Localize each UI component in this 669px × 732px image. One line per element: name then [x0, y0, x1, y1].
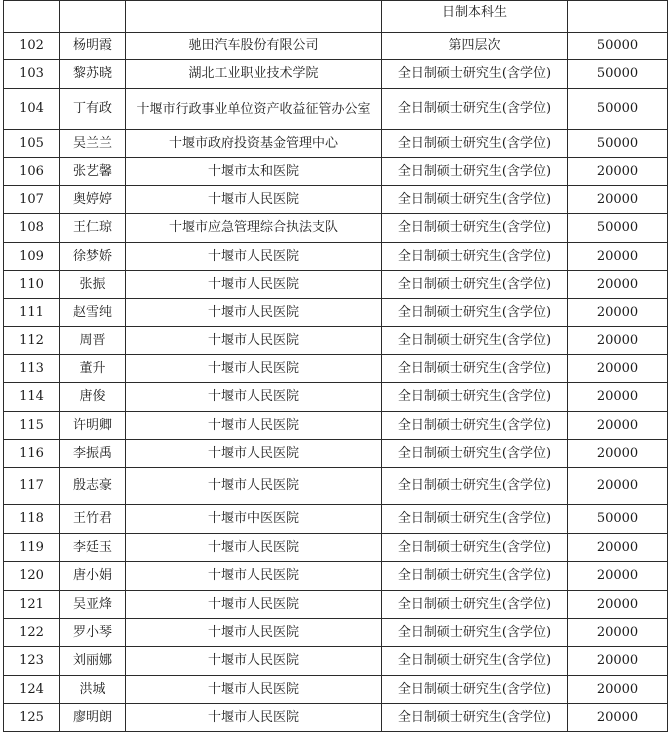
row-amount-cell: 20000: [568, 562, 668, 591]
row-number-cell: 110: [4, 271, 60, 299]
row-amount-cell: 20000: [568, 676, 668, 704]
row-amount-cell: 20000: [568, 534, 668, 562]
table-row: [4, 299, 668, 327]
row-amount-cell: 20000: [568, 468, 668, 505]
row-number-cell: 105: [4, 130, 60, 158]
table-row: [4, 647, 668, 676]
row-name-cell: 张振: [60, 271, 126, 299]
row-unit-cell: 十堰市人民医院: [126, 647, 382, 676]
row-level-cell: 全日制硕士研究生(含学位): [382, 704, 568, 732]
row-level-cell: 全日制硕士研究生(含学位): [382, 505, 568, 534]
header-cell-unit: [126, 1, 382, 33]
row-number-cell: 111: [4, 299, 60, 327]
row-level-cell: 全日制硕士研究生(含学位): [382, 158, 568, 186]
row-number-cell: 118: [4, 505, 60, 534]
row-amount-cell: 50000: [568, 33, 668, 60]
row-name-cell: 董升: [60, 355, 126, 383]
row-unit-cell: 十堰市人民医院: [126, 619, 382, 647]
row-level-cell: 第四层次: [382, 33, 568, 60]
row-name-cell: 丁有政: [60, 89, 126, 130]
row-name-cell: 黎苏晓: [60, 60, 126, 89]
row-level-cell: 全日制硕士研究生(含学位): [382, 676, 568, 704]
table-row: [4, 158, 668, 186]
table-row: [4, 468, 668, 505]
row-unit-cell: 十堰市应急管理综合执法支队: [126, 214, 382, 243]
row-unit-cell: 十堰市人民医院: [126, 562, 382, 591]
row-amount-cell: 50000: [568, 60, 668, 89]
table-row: [4, 534, 668, 562]
row-name-cell: 李振禹: [60, 440, 126, 468]
row-number-cell: 120: [4, 562, 60, 591]
row-name-cell: 奥婷婷: [60, 186, 126, 214]
row-number-cell: 104: [4, 89, 60, 130]
row-name-cell: 周晋: [60, 327, 126, 355]
row-name-cell: 吴兰兰: [60, 130, 126, 158]
row-level-cell: 全日制硕士研究生(含学位): [382, 647, 568, 676]
row-level-cell: 全日制硕士研究生(含学位): [382, 214, 568, 243]
row-name-cell: 王仁琼: [60, 214, 126, 243]
row-amount-cell: 20000: [568, 647, 668, 676]
row-unit-cell: 十堰市人民医院: [126, 412, 382, 440]
table-row: [4, 214, 668, 243]
row-name-cell: 罗小琴: [60, 619, 126, 647]
table-row: [4, 704, 668, 732]
table-row: [4, 440, 668, 468]
table-row: [4, 271, 668, 299]
row-name-cell: 唐小娟: [60, 562, 126, 591]
row-unit-cell: 十堰市人民医院: [126, 704, 382, 732]
row-amount-cell: 20000: [568, 383, 668, 412]
row-number-cell: 108: [4, 214, 60, 243]
row-name-cell: 洪城: [60, 676, 126, 704]
table-row: [4, 412, 668, 440]
row-amount-cell: 20000: [568, 243, 668, 271]
row-level-cell: 全日制硕士研究生(含学位): [382, 89, 568, 130]
row-amount-cell: 20000: [568, 412, 668, 440]
row-level-cell: 全日制硕士研究生(含学位): [382, 591, 568, 619]
row-unit-cell: 湖北工业职业技术学院: [126, 60, 382, 89]
row-level-cell: 全日制硕士研究生(含学位): [382, 440, 568, 468]
row-name-cell: 张艺馨: [60, 158, 126, 186]
row-number-cell: 124: [4, 676, 60, 704]
row-amount-cell: 20000: [568, 591, 668, 619]
row-amount-cell: 20000: [568, 619, 668, 647]
row-amount-cell: 20000: [568, 158, 668, 186]
row-level-cell: 全日制硕士研究生(含学位): [382, 327, 568, 355]
row-level-cell: 全日制硕士研究生(含学位): [382, 271, 568, 299]
row-name-cell: 王竹君: [60, 505, 126, 534]
table-row: [4, 355, 668, 383]
row-unit-cell: 十堰市人民医院: [126, 355, 382, 383]
row-number-cell: 102: [4, 33, 60, 60]
row-amount-cell: 50000: [568, 505, 668, 534]
row-unit-cell: 驰田汽车股份有限公司: [126, 33, 382, 60]
row-level-cell: 全日制硕士研究生(含学位): [382, 130, 568, 158]
row-level-cell: 全日制硕士研究生(含学位): [382, 186, 568, 214]
row-name-cell: 许明卿: [60, 412, 126, 440]
row-unit-cell: 十堰市人民医院: [126, 468, 382, 505]
row-name-cell: 赵雪纯: [60, 299, 126, 327]
row-level-cell: 全日制硕士研究生(含学位): [382, 468, 568, 505]
row-amount-cell: 50000: [568, 130, 668, 158]
row-name-cell: 唐俊: [60, 383, 126, 412]
header-cell-amount: [568, 1, 668, 33]
row-unit-cell: 十堰市人民医院: [126, 243, 382, 271]
row-unit-cell: 十堰市中医医院: [126, 505, 382, 534]
table-row: [4, 130, 668, 158]
row-amount-cell: 20000: [568, 355, 668, 383]
table-row: [4, 33, 668, 60]
row-unit-cell: 十堰市人民医院: [126, 591, 382, 619]
table-row: [4, 243, 668, 271]
row-level-cell: 全日制硕士研究生(含学位): [382, 412, 568, 440]
row-number-cell: 121: [4, 591, 60, 619]
row-amount-cell: 20000: [568, 704, 668, 732]
table-row: [4, 60, 668, 89]
row-unit-cell: 十堰市太和医院: [126, 158, 382, 186]
row-amount-cell: 20000: [568, 299, 668, 327]
row-number-cell: 122: [4, 619, 60, 647]
row-unit-cell: 十堰市人民医院: [126, 186, 382, 214]
row-amount-cell: 20000: [568, 327, 668, 355]
row-number-cell: 125: [4, 704, 60, 732]
row-number-cell: 117: [4, 468, 60, 505]
header-cell-name: [60, 1, 126, 33]
row-number-cell: 112: [4, 327, 60, 355]
row-name-cell: 徐梦娇: [60, 243, 126, 271]
row-number-cell: 103: [4, 60, 60, 89]
row-unit-cell: 十堰市人民医院: [126, 383, 382, 412]
row-amount-cell: 50000: [568, 89, 668, 130]
row-name-cell: 李廷玉: [60, 534, 126, 562]
row-name-cell: 廖明朗: [60, 704, 126, 732]
row-level-cell: 全日制硕士研究生(含学位): [382, 243, 568, 271]
row-unit-cell: 十堰市人民医院: [126, 534, 382, 562]
row-number-cell: 109: [4, 243, 60, 271]
row-name-cell: 杨明霞: [60, 33, 126, 60]
table-row: [4, 619, 668, 647]
row-name-cell: 刘丽娜: [60, 647, 126, 676]
row-number-cell: 107: [4, 186, 60, 214]
row-number-cell: 123: [4, 647, 60, 676]
row-level-cell: 全日制硕士研究生(含学位): [382, 60, 568, 89]
table-row: [4, 591, 668, 619]
row-unit-cell: 十堰市人民医院: [126, 299, 382, 327]
row-name-cell: 吴亚烽: [60, 591, 126, 619]
table-row: [4, 186, 668, 214]
row-amount-cell: 20000: [568, 440, 668, 468]
subsidy-list-table: [3, 0, 668, 732]
row-amount-cell: 20000: [568, 271, 668, 299]
row-name-cell: 殷志豪: [60, 468, 126, 505]
row-number-cell: 113: [4, 355, 60, 383]
row-level-cell: 全日制硕士研究生(含学位): [382, 355, 568, 383]
row-amount-cell: 20000: [568, 186, 668, 214]
table-row: [4, 327, 668, 355]
row-unit-cell: 十堰市政府投资基金管理中心: [126, 130, 382, 158]
table-row: [4, 89, 668, 130]
row-unit-cell: 十堰市人民医院: [126, 440, 382, 468]
row-number-cell: 116: [4, 440, 60, 468]
row-number-cell: 106: [4, 158, 60, 186]
table-row: [4, 383, 668, 412]
header-cell-no: [4, 1, 60, 33]
row-number-cell: 119: [4, 534, 60, 562]
table-header-row: [4, 1, 668, 33]
header-cell-level: 日制本科生: [382, 1, 568, 33]
table-row: [4, 676, 668, 704]
table-row: [4, 505, 668, 534]
row-number-cell: 114: [4, 383, 60, 412]
row-level-cell: 全日制硕士研究生(含学位): [382, 534, 568, 562]
row-unit-cell: 十堰市人民医院: [126, 327, 382, 355]
table-row: [4, 562, 668, 591]
row-level-cell: 全日制硕士研究生(含学位): [382, 383, 568, 412]
row-number-cell: 115: [4, 412, 60, 440]
row-unit-cell: 十堰市人民医院: [126, 676, 382, 704]
row-unit-cell: 十堰市行政事业单位资产收益征管办公室: [126, 89, 382, 130]
row-unit-cell: 十堰市人民医院: [126, 271, 382, 299]
row-level-cell: 全日制硕士研究生(含学位): [382, 299, 568, 327]
row-amount-cell: 50000: [568, 214, 668, 243]
row-level-cell: 全日制硕士研究生(含学位): [382, 619, 568, 647]
row-level-cell: 全日制硕士研究生(含学位): [382, 562, 568, 591]
